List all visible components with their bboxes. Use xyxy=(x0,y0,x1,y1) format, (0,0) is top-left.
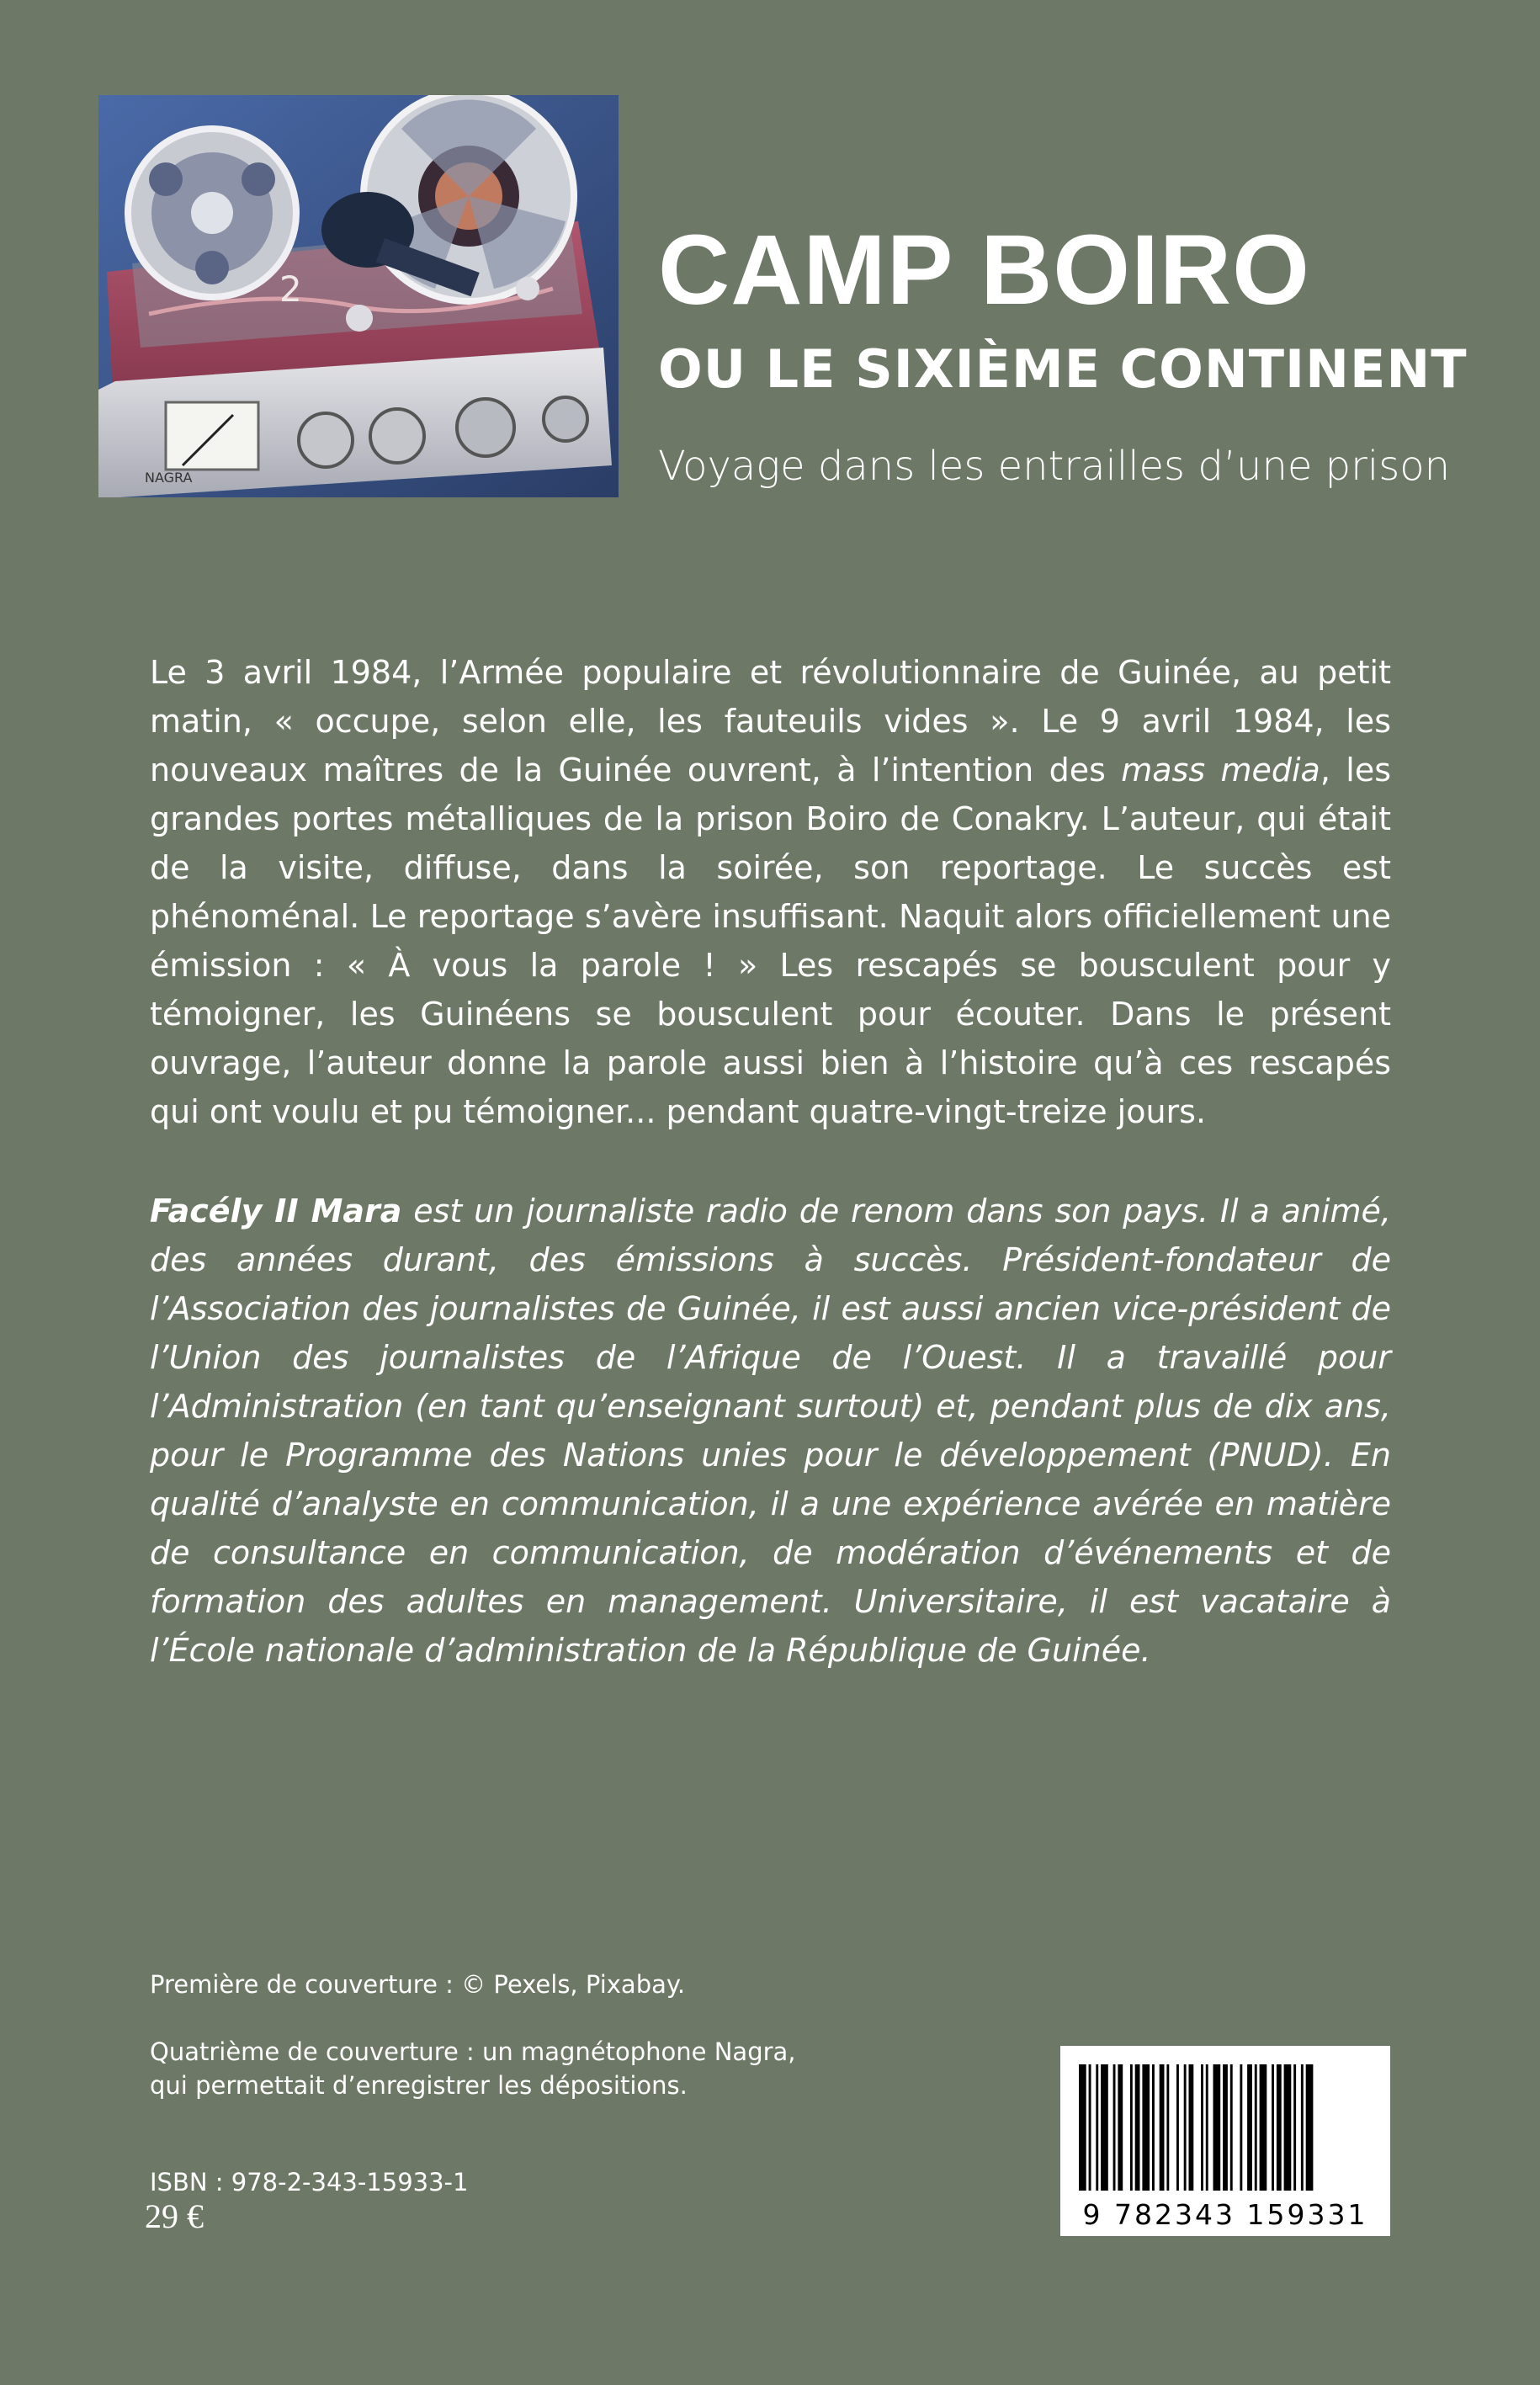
tape-recorder-photo xyxy=(98,95,619,497)
barcode-bar xyxy=(1240,2064,1242,2191)
barcode-bar xyxy=(1284,2064,1292,2191)
barcode-bar xyxy=(1152,2064,1155,2191)
back-cover-credit-line-1: Quatrième de couverture : un magnétophone Nagra, xyxy=(150,2037,796,2066)
book-tagline: Voyage dans les entrailles d’une prison xyxy=(658,443,1451,490)
front-cover-credit: Première de couverture : © Pexels, Pixabay. xyxy=(150,1970,686,1999)
barcode-bar xyxy=(1230,2064,1233,2191)
barcode xyxy=(1060,2046,1390,2236)
barcode-bar xyxy=(1206,2064,1208,2191)
barcode-bar xyxy=(1096,2064,1098,2191)
device-label: NAGRA xyxy=(145,470,193,486)
barcode-bar xyxy=(1166,2064,1169,2191)
barcode-bar xyxy=(1247,2064,1252,2191)
cover-photo-tape-recorder xyxy=(98,95,619,497)
barcode-bar xyxy=(1201,2064,1203,2191)
barcode-bar xyxy=(1101,2064,1108,2191)
author-bio-paragraph xyxy=(150,1187,1391,1675)
barcode-bar xyxy=(1135,2064,1140,2191)
barcode-bar xyxy=(1293,2064,1296,2191)
summary-paragraph xyxy=(150,648,1391,1136)
barcode-bar xyxy=(1079,2064,1086,2191)
book-title: CAMP BOIRO xyxy=(658,215,1310,326)
barcode-bar xyxy=(1255,2064,1257,2191)
barcode-bar xyxy=(1189,2064,1194,2191)
barcode-bar xyxy=(1272,2064,1274,2191)
author-name: Facély II Mara xyxy=(150,1192,402,1230)
barcode-bar xyxy=(1089,2064,1091,2191)
summary-text-part-2: , les grandes portes métalliques de la prison Boiro de Conakry. L’auteur, qui était de la visite, diffuse, dans la soirée, son reportage. Le succès est phénoménal. Le reportage s’avère insuffisant. Naquit alors officiellement une émission : « À vous la parole ! » Les rescapés se bousculent pour y témoigner, les Guinéens se bousculent pour écouter. Dans le présent ouvrage, l’auteur donne la parole aussi bien à l’histoire qu’à ces rescapés qui ont voulu et pu témoigner... pendant quatre-vingt-treize jours. xyxy=(150,752,1391,1130)
reel-number-label: 2 xyxy=(279,268,302,310)
barcode-bar xyxy=(1213,2064,1221,2191)
barcode-bar xyxy=(1160,2064,1165,2191)
barcode-bar xyxy=(1306,2064,1314,2191)
barcode-bar xyxy=(1184,2064,1187,2191)
image-credits xyxy=(150,1968,840,2102)
barcode-bar xyxy=(1113,2064,1116,2191)
author-bio-text: est un journaliste radio de renom dans son pays. Il a animé, des années durant, des émissions à succès. Président-fondateur de l’Association des journalistes de Guinée, il est aussi ancien vice-président de l’Union des journalistes de l’Afrique de l’Ouest. Il a travaillé pour l’Administration (en tant qu’enseignant surtout) et, pendant plus de dix ans, pour le Programme des Nations unies pour le développement (PNUD). En qualité d’analyste en communication, il a une expérience avérée en matière de consultance en communication, de modération d’événements et de formation des adultes en management. Universitaire, il est vacataire à l’École nationale d’administration de la République de Guinée. xyxy=(150,1192,1391,1669)
barcode-bar xyxy=(1130,2064,1133,2191)
barcode-bar xyxy=(1176,2064,1179,2191)
book-subtitle: OU LE SIXIÈME CONTINENT xyxy=(658,338,1468,400)
isbn-text: ISBN : 978-2-343-15933-1 xyxy=(150,2168,469,2196)
price-text: 29 € xyxy=(145,2197,204,2235)
barcode-bar xyxy=(1118,2064,1123,2191)
barcode-bar xyxy=(1277,2064,1282,2191)
back-cover-credit-line-2: qui permettait d’enregistrer les dépositions. xyxy=(150,2071,688,2100)
barcode-bar xyxy=(1301,2064,1304,2191)
summary-emphasis: mass media xyxy=(1121,752,1320,789)
barcode-bar xyxy=(1223,2064,1228,2191)
barcode-number: 9 782343 159331 xyxy=(1082,2198,1368,2231)
barcode-bar xyxy=(1142,2064,1150,2191)
barcode-bar xyxy=(1260,2064,1267,2191)
summary-text-part-1: Le 3 avril 1984, l’Armée populaire et révolutionnaire de Guinée, au petit matin, « occupe, selon elle, les fauteuils vides ». Le 9 avril 1984, les nouveaux maîtres de la Guinée ouvrent, à l’intention des xyxy=(150,654,1391,789)
